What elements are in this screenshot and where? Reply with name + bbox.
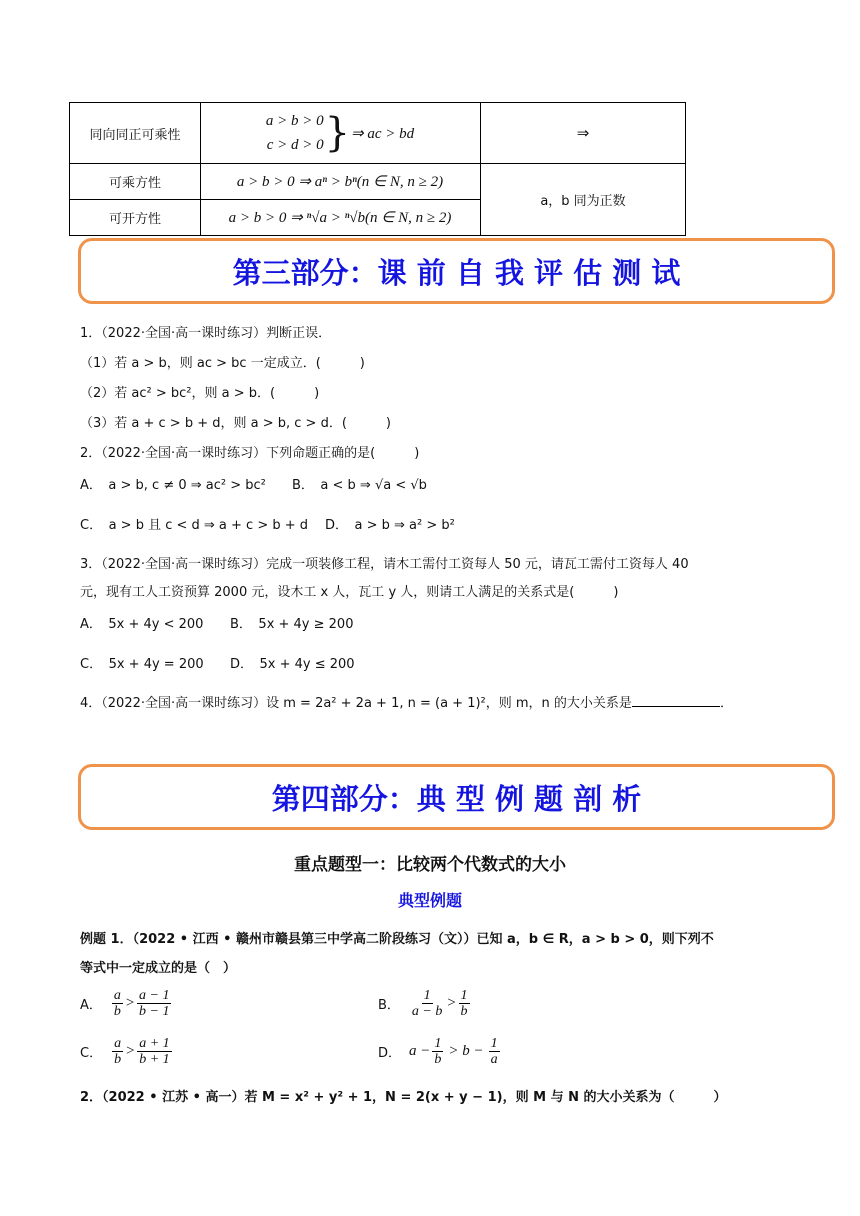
banner-title: 第四部分：典 型 例 题 剖 析 — [271, 781, 642, 816]
option-label: D． — [378, 1046, 402, 1061]
question-1-stem: 1．（2022·全国·高一课时练习）判断正误． — [80, 326, 332, 341]
option-a — [80, 988, 173, 1019]
section-banner-4 — [78, 764, 835, 830]
brace-icon: } — [324, 110, 351, 156]
option-b: B． 5x + 4y ≥ 200 — [230, 617, 354, 632]
expression: a − — [409, 1043, 431, 1059]
table-row-formula — [200, 103, 480, 163]
operator: > — [125, 1043, 136, 1059]
fraction: $\frac{a + 1}{b + 1}$ — [139, 1036, 170, 1067]
fraction: $\frac{1}{a - b}$ — [411, 988, 443, 1019]
table-row-label: 可乘方性 — [108, 176, 161, 191]
banner-title: 第三部分：课 前 自 我 评 估 测 试 — [232, 255, 681, 290]
question-3-line: 3．（2022·全国·高一课时练习）完成一项装修工程，请木工需付工资每人 50 元，请瓦工需付工资每人 40 — [80, 557, 689, 572]
option-d: D． a > b ⇒ a² > b² — [325, 518, 455, 533]
option-b — [378, 988, 472, 1019]
question-2-stem: 2．（2022·全国·高一课时练习）下列命题正确的是( ) — [80, 446, 420, 461]
formula-line: a > b > 0 — [265, 113, 324, 129]
option-a: A． 5x + 4y < 200 — [80, 617, 204, 632]
table-merged-note: a，b 同为正数 — [540, 194, 626, 209]
question-1-item: （2）若 ac² > bc²，则 a > b．( ) — [80, 386, 320, 401]
table-row-label: 可开方性 — [108, 212, 161, 227]
option-c: C． 5x + 4y = 200 — [80, 657, 204, 672]
option-b: B． a < b ⇒ √a < √b — [292, 478, 427, 493]
formula-result: ⇒ ac > bd — [351, 125, 415, 142]
option-label: C． — [80, 1046, 103, 1061]
table-row-formula: a > b > 0 ⇒ aⁿ > bⁿ(n ∈ N, n ≥ 2) — [236, 174, 444, 190]
fraction: $\frac{1}{a}$ — [490, 1036, 498, 1067]
expression: > b − — [448, 1043, 484, 1059]
answer-blank — [632, 694, 720, 707]
fraction: $\frac{1}{b}$ — [434, 1036, 442, 1067]
fraction: $\frac{1}{b}$ — [460, 988, 468, 1019]
operator: > — [446, 995, 457, 1011]
option-c — [80, 1036, 174, 1067]
table-row-note: ⇒ — [576, 125, 590, 142]
option-d — [378, 1036, 502, 1067]
fraction: $\frac{a - 1}{b - 1}$ — [139, 988, 170, 1019]
question-1-item: （1）若 a > b，则 ac > bc 一定成立．( ) — [80, 356, 365, 371]
option-d: D． 5x + 4y ≤ 200 — [230, 657, 355, 672]
option-label: A． — [80, 998, 102, 1013]
example-1-line: 例题 1．（2022 • 江西 • 赣州市赣县第三中学高二阶段练习（文））已知 a，b ∈ R，a > b > 0，则下列不 — [80, 932, 714, 947]
example-1-line: 等式中一定成立的是（ ） — [80, 961, 237, 976]
fraction: $\frac{a}{b}$ — [113, 988, 121, 1019]
question-4-text: 4．（2022·全国·高一课时练习）设 m = 2a² + 2a + 1, n = (a + 1)²，则 m，n 的大小关系是 — [80, 696, 632, 711]
operator: > — [124, 995, 136, 1011]
question-1-item: （3）若 a + c > b + d，则 a > b, c > d．( ) — [80, 416, 391, 431]
subsection-title: 典型例题 — [397, 891, 462, 910]
example-2: 2．（2022 • 江苏 • 高一）若 M = x² + y² + 1，N = 2(x + y − 1)，则 M 与 N 的大小关系为（ ） — [80, 1090, 727, 1105]
properties-table — [69, 102, 686, 236]
option-c: C． a > b 且 c < d ⇒ a + c > b + d — [80, 518, 309, 533]
option-a: A． a > b, c ≠ 0 ⇒ ac² > bc² — [80, 478, 266, 493]
section-banner-3 — [78, 238, 835, 304]
section-title: 重点题型一：比较两个代数式的大小 — [294, 855, 566, 875]
fraction: $\frac{a}{b}$ — [114, 1036, 122, 1067]
question-4 — [80, 692, 733, 711]
question-4-end: ． — [719, 696, 733, 711]
question-3-line: 元，现有工人工资预算 2000 元，设木工 x 人，瓦工 y 人，则请工人满足的关系式是( ) — [80, 585, 619, 600]
formula-line: c > d > 0 — [266, 137, 324, 153]
option-label: B． — [378, 998, 400, 1013]
table-row-label: 同向同正可乘性 — [89, 127, 181, 143]
table-row-formula: a > b > 0 ⇒ ⁿ√a > ⁿ√b(n ∈ N, n ≥ 2) — [228, 210, 452, 226]
